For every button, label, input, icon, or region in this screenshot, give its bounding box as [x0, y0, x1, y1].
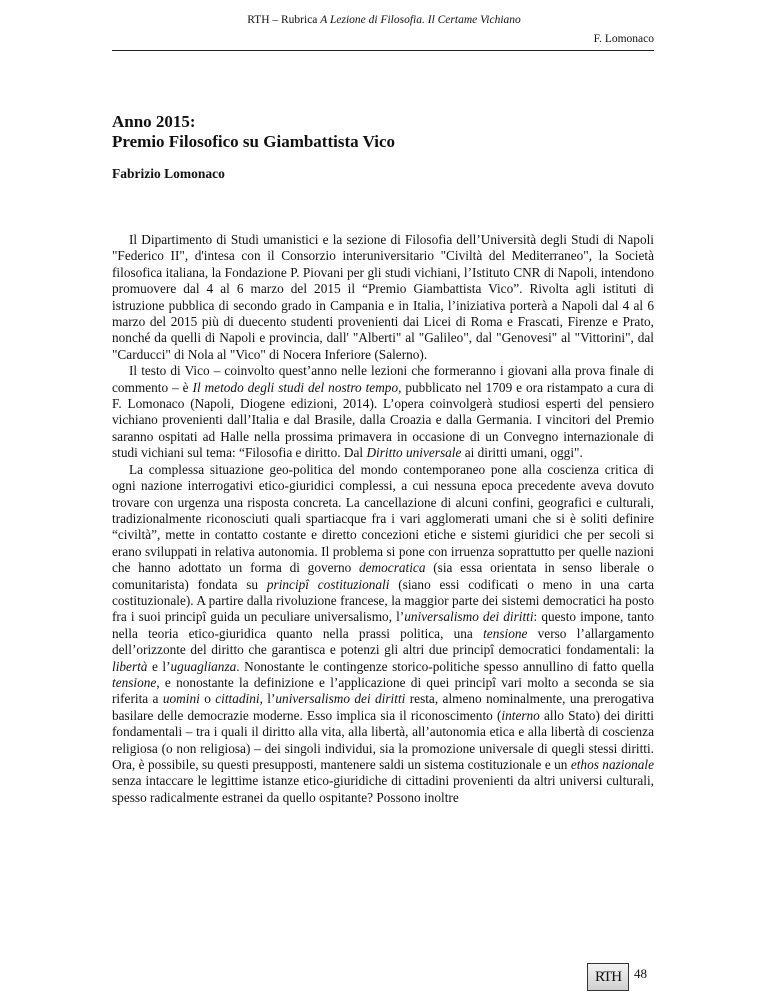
paragraph-text: : questo impone, tanto nella teoria etico-giuridica quanto nella prassi politica, una: [112, 609, 654, 641]
paragraph-text: Il Dipartimento di Studi umanistici e la sezione di Filosofia dell’Università degli Studi di Napoli "Federico II", d'intesa con il Consorzio interuniversitario "Civiltà del Mediterraneo", la Società filosofica italiana, la Fondazione P. Piovani per gli studi vichiani, l’Istituto CNR di Napoli, intendono promuovere dal 4 al 6 marzo del 2015 il “Premio Giambattista Vico”. Rivolta agli istituti di istruzione pubblica di secondo grado in Campania e in Italia, l’iniziativa porterà a Napoli dal 4 al 6 marzo del 2015 più di duecento studenti provenienti dai Licei di Roma e Frascati, Firenze e Prato, nonché da quelli di Napoli e provincia, dall' "Alberti" al "Galileo", dal "Genovesi" al "Vittorini", dal "Carducci" di Nola al "Vico" di Nocera Inferiore (Salerno).: [112, 232, 654, 362]
paragraph-text: . Nonostante le contingenze storico-politiche spesso annullino di fatto quella: [236, 658, 654, 674]
italic-text: libertà: [112, 658, 148, 674]
running-author: F. Lomonaco: [593, 33, 654, 45]
paragraph-text: Il testo di Vico – coinvolto quest’anno nelle lezioni che formeranno i giovani alla prova finale di commento – è: [112, 363, 654, 395]
paragraph-text: e l’: [147, 658, 171, 674]
italic-text: democratica: [359, 560, 426, 576]
paragraph-text: , pubblicato nel 1709 e ora ristampato a cura di F. Lomonaco (Napoli, Diogene edizioni, 2014). L’opera coinvolgerà studiosi esperti del pensiero vichiano provenienti dall’Italia e dal Brasile, dalla Croazia e dalla Germania. I vincitori del Premio saranno ospitati ad Halle nella prossima primavera in occasione di un Convegno internazionale di studi vichiani sul tema: “Filosofia e diritto. Dal: [112, 379, 654, 461]
rubric-prefix: RTH – Rubrica: [247, 14, 321, 26]
running-header: [0, 14, 768, 26]
article-body: [112, 232, 654, 806]
rubric-title: A Lezione di Filosofia. Il Certame Vichiano: [320, 14, 521, 26]
italic-text: Il metodo degli studi del nostro tempo: [192, 379, 399, 395]
italic-text: tensione: [112, 674, 157, 690]
body-paragraph: [112, 462, 654, 807]
paragraph-text: resta, almeno nominalmente, una prerogativa basilare delle democrazie moderne. Esso implica sia il riconoscimento (: [112, 691, 654, 723]
paragraph-text: verso l’allargamento dell’orizzonte del diritto che garantisca e potenzi gli altri due principî democratici fondamentali: la: [112, 625, 654, 658]
paragraph-text: ai diritti umani, oggi".: [461, 445, 583, 461]
italic-text: universalismo dei diritti: [275, 691, 406, 707]
paragraph-text: (siano essi codificati o meno in una carta costituzionale). A partire dalla rivoluzione francese, la maggior parte dei sistemi democratici ha posto fra i suoi principî guida un peculiare universalismo, l’: [112, 576, 654, 625]
page-number: 48: [634, 966, 647, 981]
paragraph-text: o: [199, 691, 216, 707]
rth-logo: [587, 963, 629, 991]
italic-text: Diritto universale: [366, 445, 462, 461]
italic-text: principî costituzionali: [266, 576, 390, 592]
paragraph-text: , l’: [259, 691, 276, 707]
paragraph-text: , e nonostante la definizione e l’applicazione di quei principî vari molto a seconda se sia riferita a: [112, 674, 654, 707]
title-line-2: Premio Filosofico su Giambattista Vico: [112, 132, 395, 151]
paragraph-text: (sia essa orientata in senso liberale o comunitarista) fondata su: [112, 560, 654, 592]
italic-text: ethos nazionale: [570, 757, 654, 772]
rth-logo-text: RTH: [594, 969, 622, 985]
paragraph-text: La complessa situazione geo-politica del mondo contemporaneo pone alla coscienza critica di ogni nazione interrogativi etico-giuridici complessi, a cui nessuna epoca precedente aveva dovuto trovare con urgenza una risposta concreta. La cancellazione di alcuni confini, geografici e culturali, tradizionalmente riconosciuti quali spartiacque fra i vari agglomerati umani che si è soliti definire “civiltà”, mette in contatto costante e diretto concezioni etiche e sistemi giuridici che per secoli si erano sviluppati in relativa autonomia. Il problema si pone con irruenza soprattutto per quelle nazioni che hanno adottato un forma di governo: [112, 461, 654, 576]
body-paragraph: [112, 363, 654, 461]
italic-text: universalismo dei diritti: [404, 609, 534, 625]
article-title: [112, 112, 654, 152]
header-rule: [112, 50, 654, 51]
paragraph-text: allo Stato) dei diritti fondamentali – tra i quali il diritto alla vita, alla libertà, all’autonomia etica e alla libertà di coscienza religiosa (o non religiosa) – dei singoli individui, sia la promozione universale di quegli stessi diritti. Ora, è possibile, su questi presupposti, mantenere saldi un sistema costituzionale e un: [112, 707, 655, 772]
italic-text: uguaglianza: [170, 658, 237, 674]
article-author: Fabrizio Lomonaco: [112, 166, 225, 181]
italic-text: interno: [501, 707, 540, 723]
title-line-1: Anno 2015:: [112, 112, 196, 131]
italic-text: tensione: [483, 625, 528, 641]
body-paragraph: [112, 232, 654, 363]
paragraph-text: senza intaccare le legittime istanze etico-giuridiche di cittadini provenienti da altri universi culturali, spesso radicalmente estranei da quello ospitante? Possono inoltre: [112, 773, 654, 805]
italic-text: cittadini: [215, 691, 260, 707]
italic-text: uomini: [162, 691, 200, 707]
